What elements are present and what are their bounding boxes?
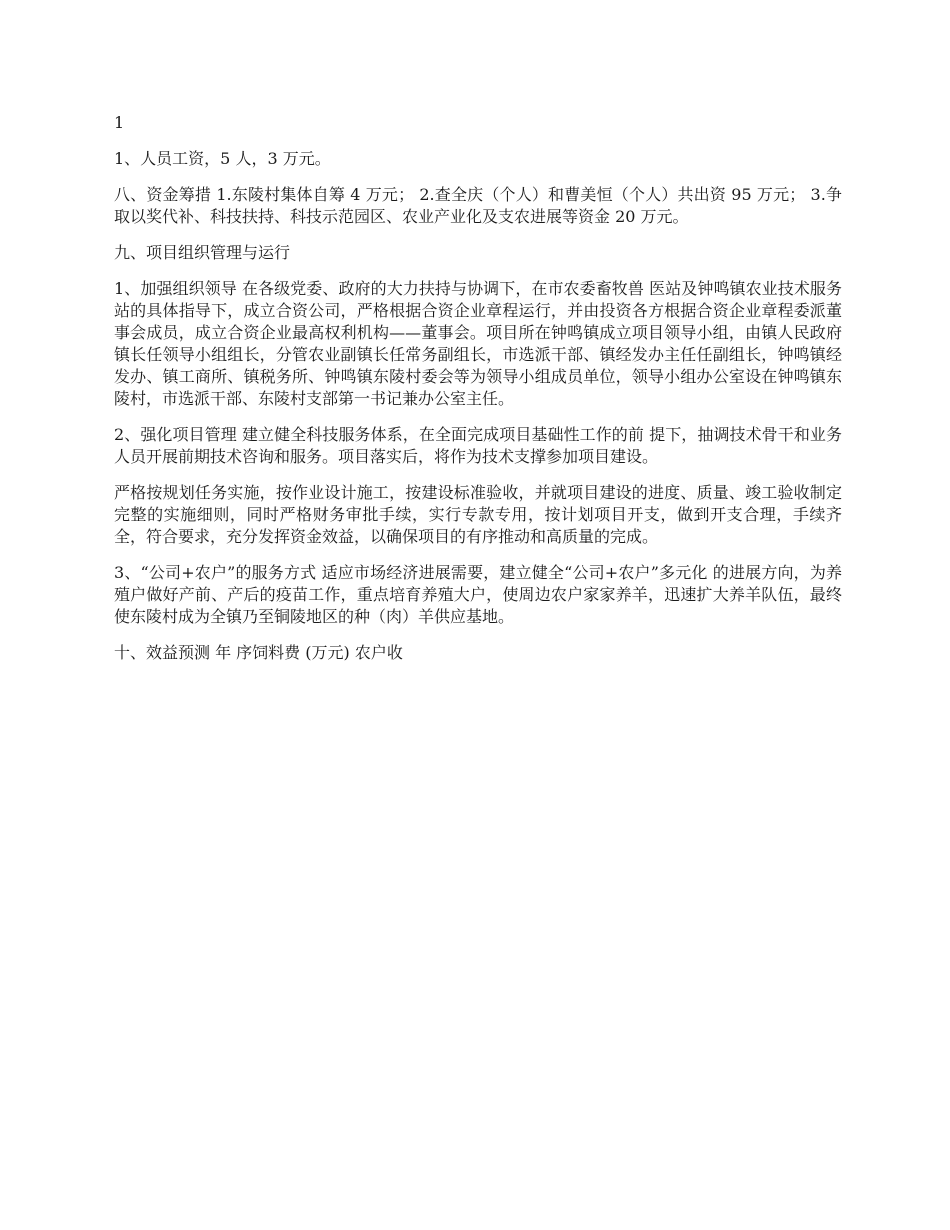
paragraph-funding-sources: 八、资金筹措 1.东陵村集体自筹 4 万元； 2.查全庆（个人）和曹美恒（个人）共出资 95 万元； 3.争取以奖代补、科技扶持、科技示范园区、农业产业化及支农进展等资金 20 万元。	[114, 185, 842, 226]
paragraph-personnel-wages: 1、人员工资，5 人，3 万元。	[114, 149, 331, 168]
section-heading-project-management: 九、项目组织管理与运行	[114, 243, 291, 262]
paragraph-organization-leadership: 1、加强组织领导 在各级党委、政府的大力扶持与协调下，在市农委畜牧兽 医站及钟鸣镇农业技术服务站的具体指导下，成立合资公司，严格根据合资企业章程运行，并由投资各方根据合资企业章程委派董事会成员，成立合资企业最高权利机构——董事会。项目所在钟鸣镇成立项目领导小组，由镇人民政府镇长任领导小组组长，分管农业副镇长任常务副组长，市选派干部、镇经发办主任任副组长，钟鸣镇经发办、镇工商所、镇税务所、钟鸣镇东陵村委会等为领导小组成员单位，领导小组办公室设在钟鸣镇东陵村，市选派干部、东陵村支部第一书记兼办公室主任。	[114, 279, 842, 408]
paragraph-implementation: 严格按规划任务实施，按作业设计施工，按建设标准验收，并就项目建设的进度、质量、竣工验收制定完整的实施细则，同时严格财务审批手续，实行专款专用，按计划项目开支，做到开支合理，手续齐全，符合要求，充分发挥资金效益，以确保项目的有序推动和高质量的完成。	[114, 483, 842, 546]
paragraph-service-model: 3、“公司+农户”的服务方式 适应市场经济进展需要，建立健全“公司+农户”多元化 的进展方向，为养殖户做好产前、产后的疫苗工作，重点培育养殖大户，使周边农户家家养羊，迅速扩大养羊队伍，最终使东陵村成为全镇乃至铜陵地区的种（肉）羊供应基地。	[114, 563, 842, 626]
page-number: 1	[114, 113, 125, 132]
section-heading-benefit-forecast: 十、效益预测 年 序饲料费 (万元) 农户收	[114, 643, 403, 662]
document-body	[114, 112, 842, 678]
paragraph-project-management: 2、强化项目管理 建立健全科技服务体系，在全面完成项目基础性工作的前 提下，抽调技术骨干和业务人员开展前期技术咨询和服务。项目落实后，将作为技术支撑参加项目建设。	[114, 425, 842, 466]
